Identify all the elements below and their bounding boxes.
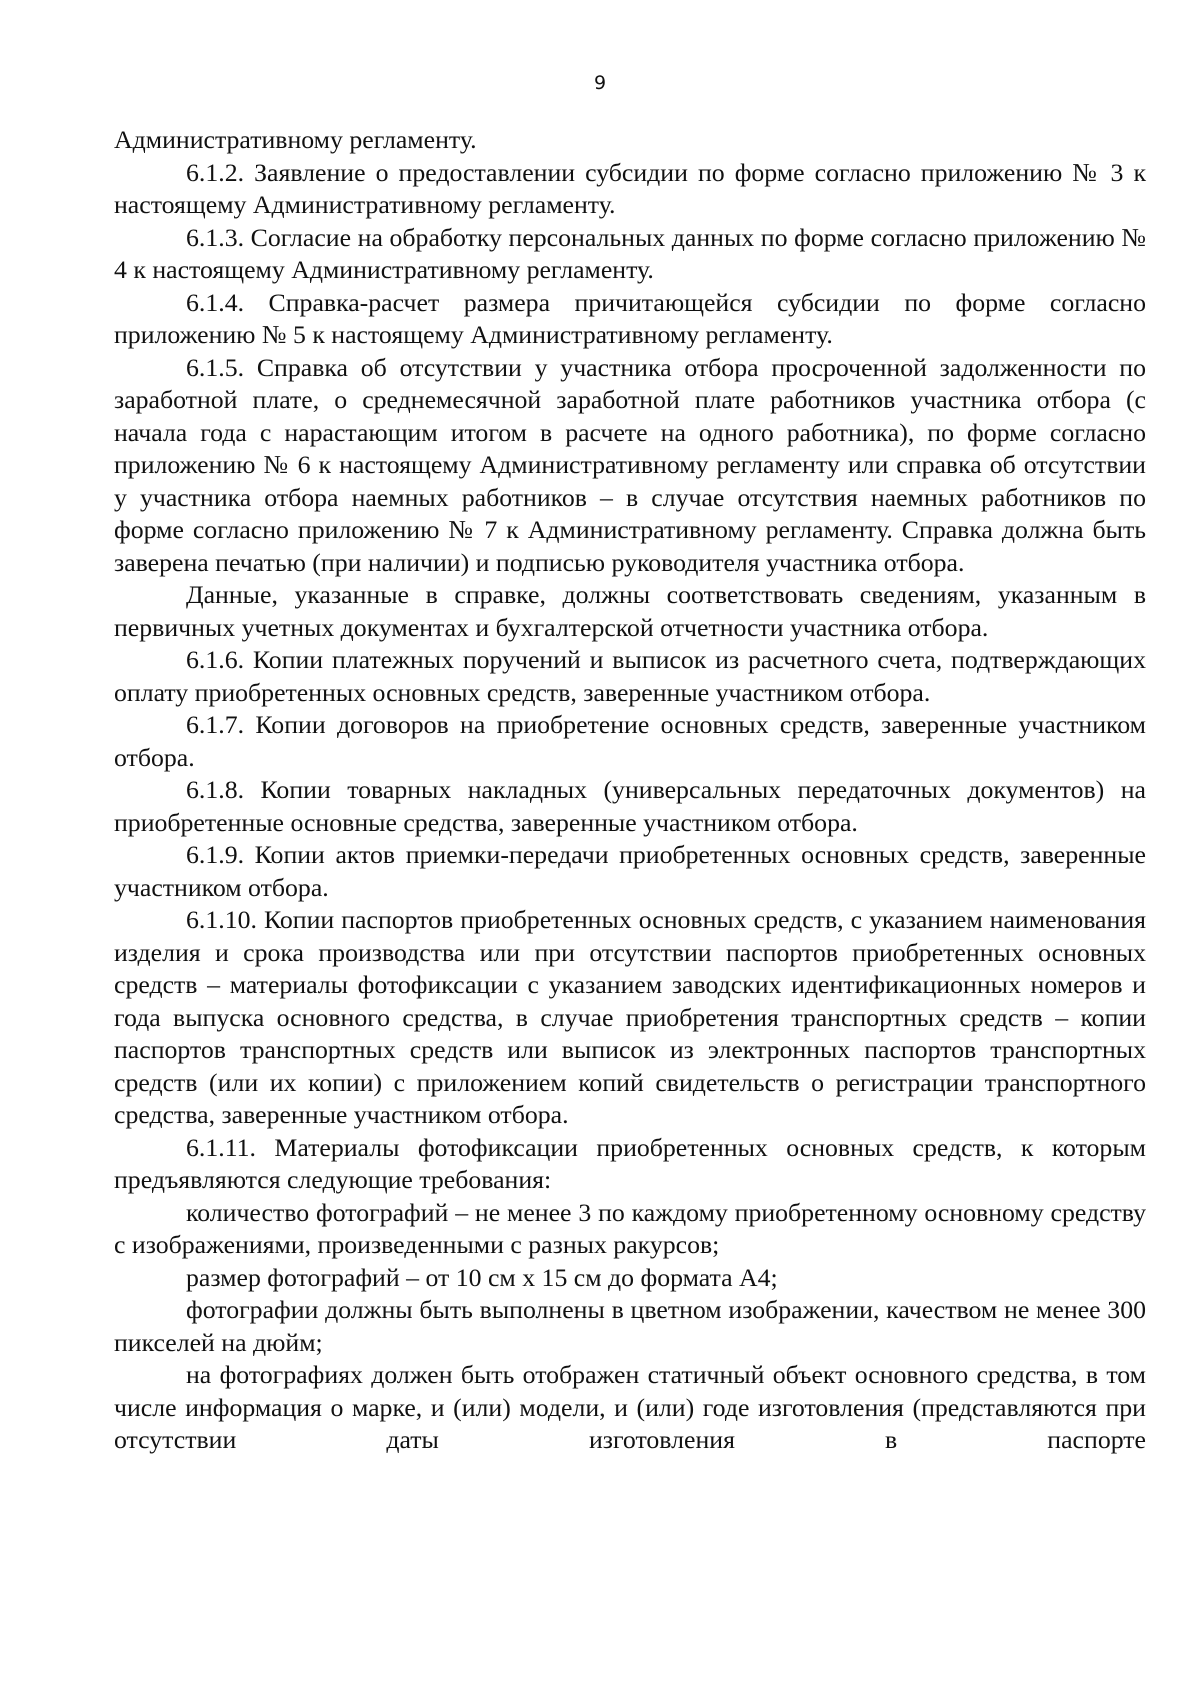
paragraph-6-1-11: 6.1.11. Материалы фотофиксации приобретенных основных средств, к которым предъявляются следующие требования: (114, 1132, 1146, 1194)
paragraph-6-1-2: 6.1.2. Заявление о предоставлении субсидии по форме согласно приложению № 3 к настоящему Административному регламенту. (114, 157, 1146, 219)
paragraph-6-1-9: 6.1.9. Копии актов приемки-передачи приобретенных основных средств, заверенные участником отбора. (114, 840, 1146, 902)
paragraph-6-1-4: 6.1.4. Справка-расчет размера причитающейся субсидии по форме согласно приложению № 5 к настоящему Административному регламенту. (114, 287, 1146, 349)
paragraph-data-note: Данные, указанные в справке, должны соответствовать сведениям, указанным в первичных учетных документах и бухгалтерской отчетности участника отбора. (114, 580, 1146, 642)
paragraph-6-1-6: 6.1.6. Копии платежных поручений и выписок из расчетного счета, подтверждающих оплату приобретенных основных средств, заверенные участником отбора. (114, 645, 1146, 707)
document-body (114, 124, 1146, 1457)
page-number: 9 (593, 72, 607, 94)
paragraph-6-1-3: 6.1.3. Согласие на обработку персональных данных по форме согласно приложению № 4 к настоящему Административному регламенту. (114, 222, 1146, 284)
paragraph-6-1-5: 6.1.5. Справка об отсутствии у участника отбора просроченной задолженности по заработной плате, о среднемесячной заработной плате работников участника отбора (с начала года с нарастающим итогом в расчете на одного работника), по форме согласно приложению № 6 к настоящему Административному регламенту или справка об отсутствии у участника отбора наемных работников – в случае отсутствия наемных работников по форме согласно приложению № 7 к Административному регламенту. Справка должна быть заверена печатью (при наличии) и подписью руководителя участника отбора. (114, 352, 1146, 577)
paragraph-continuation: Административному регламенту. (114, 125, 477, 154)
paragraph-6-1-8: 6.1.8. Копии товарных накладных (универсальных передаточных документов) на приобретенные основные средства, заверенные участником отбора. (114, 775, 1146, 837)
paragraph-photo-content: на фотографиях должен быть отображен статичный объект основного средства, в том числе информация о марке, и (или) модели, и (или) годе изготовления (представляются при отсутствии даты изготовления в паспорте (114, 1360, 1146, 1454)
paragraph-photo-quality: фотографии должны быть выполнены в цветном изображении, качеством не менее 300 пикселей на дюйм; (114, 1295, 1146, 1357)
paragraph-photo-size: размер фотографий – от 10 см х 15 см до формата А4; (186, 1262, 778, 1292)
paragraph-photo-count: количество фотографий – не менее 3 по каждому приобретенному основному средству с изображениями, произведенными с разных ракурсов; (114, 1197, 1146, 1259)
paragraph-6-1-7: 6.1.7. Копии договоров на приобретение основных средств, заверенные участником отбора. (114, 710, 1146, 772)
paragraph-6-1-10: 6.1.10. Копии паспортов приобретенных основных средств, с указанием наименования изделия и срока производства или при отсутствии паспортов приобретенных основных средств – материалы фотофиксации с указанием заводских идентификационных номеров и года выпуска основного средства, в случае приобретения транспортных средств – копии паспортов транспортных средств или выписок из электронных паспортов транспортных средств (или их копии) с приложением копий свидетельств о регистрации транспортного средства, заверенные участником отбора. (114, 905, 1146, 1129)
